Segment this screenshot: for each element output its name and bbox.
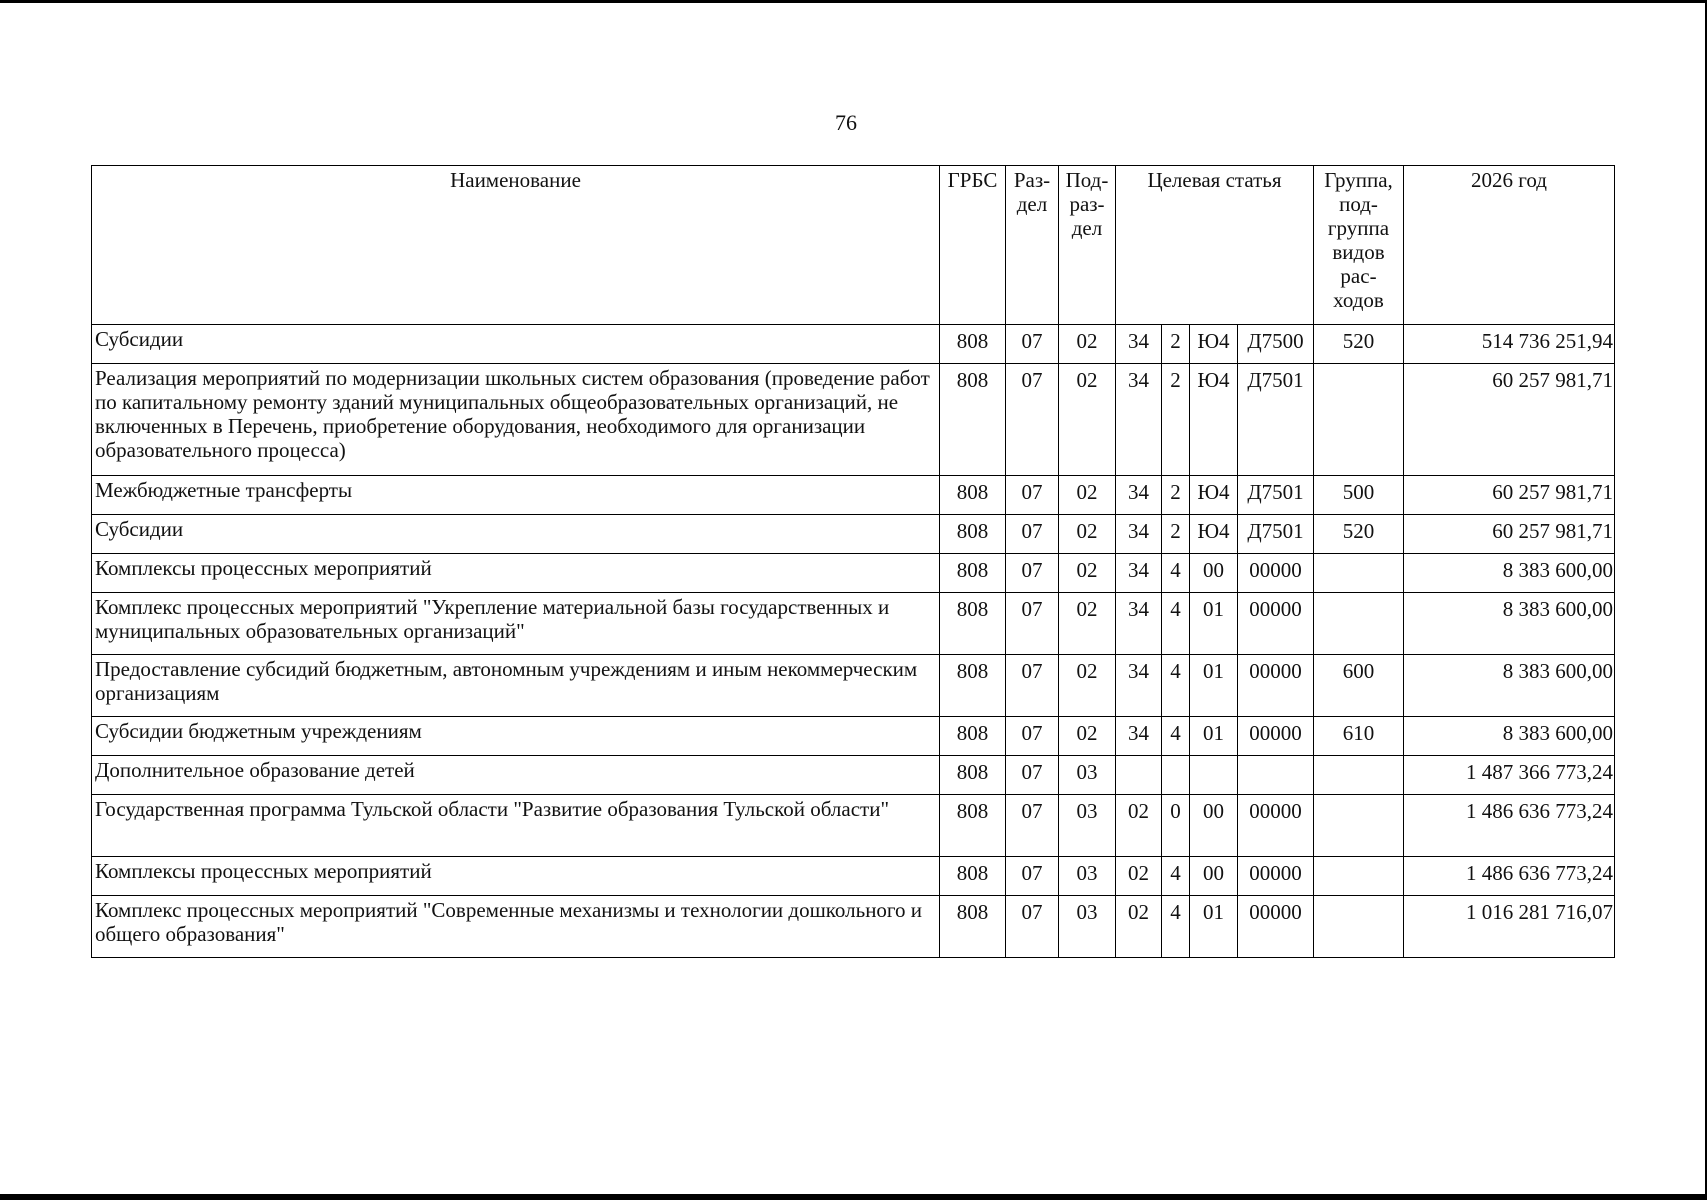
row-grbs: 808 bbox=[940, 476, 1006, 515]
row-target-direction bbox=[1238, 756, 1314, 795]
header-grbs: ГРБС bbox=[940, 166, 1006, 325]
table-row bbox=[92, 756, 1615, 795]
row-target-type: 2 bbox=[1162, 476, 1190, 515]
row-target-program: 34 bbox=[1116, 325, 1162, 364]
row-target-program: 34 bbox=[1116, 717, 1162, 756]
row-target-type: 4 bbox=[1162, 554, 1190, 593]
scan-edge-top bbox=[0, 0, 1707, 3]
row-target-type bbox=[1162, 756, 1190, 795]
row-podrazdel: 02 bbox=[1059, 717, 1116, 756]
scan-edge-bottom bbox=[0, 1194, 1707, 1200]
table-row bbox=[92, 364, 1615, 476]
row-target-project bbox=[1190, 756, 1238, 795]
row-razdel: 07 bbox=[1006, 655, 1059, 717]
row-target-type: 4 bbox=[1162, 655, 1190, 717]
row-podrazdel: 03 bbox=[1059, 756, 1116, 795]
row-amount-2026: 8 383 600,00 bbox=[1404, 717, 1615, 756]
row-grbs: 808 bbox=[940, 325, 1006, 364]
table-header-row bbox=[92, 166, 1615, 325]
row-target-program: 34 bbox=[1116, 364, 1162, 476]
row-name: Предоставление субсидий бюджетным, автономным учреждениям и иным некоммерческим организациям bbox=[92, 655, 940, 717]
row-target-type: 4 bbox=[1162, 717, 1190, 756]
row-expense-group bbox=[1314, 364, 1404, 476]
row-expense-group bbox=[1314, 756, 1404, 795]
row-razdel: 07 bbox=[1006, 756, 1059, 795]
row-target-project: 01 bbox=[1190, 655, 1238, 717]
header-name: Наименование bbox=[92, 166, 940, 325]
row-target-program: 02 bbox=[1116, 896, 1162, 958]
row-grbs: 808 bbox=[940, 364, 1006, 476]
row-target-program: 34 bbox=[1116, 515, 1162, 554]
row-razdel: 07 bbox=[1006, 896, 1059, 958]
header-group-line: группа bbox=[1327, 216, 1390, 240]
row-podrazdel: 02 bbox=[1059, 476, 1116, 515]
header-podrazdel-line: раз- bbox=[1069, 192, 1105, 216]
row-razdel: 07 bbox=[1006, 593, 1059, 655]
header-group-line: под- bbox=[1339, 192, 1378, 216]
table-row bbox=[92, 857, 1615, 896]
row-target-program: 02 bbox=[1116, 795, 1162, 857]
table-row bbox=[92, 325, 1615, 364]
row-amount-2026: 8 383 600,00 bbox=[1404, 554, 1615, 593]
row-expense-group bbox=[1314, 554, 1404, 593]
row-expense-group bbox=[1314, 857, 1404, 896]
table-row bbox=[92, 476, 1615, 515]
row-podrazdel: 02 bbox=[1059, 655, 1116, 717]
row-target-program: 34 bbox=[1116, 476, 1162, 515]
row-target-direction: 00000 bbox=[1238, 896, 1314, 958]
header-razdel-line: дел bbox=[1016, 192, 1048, 216]
row-grbs: 808 bbox=[940, 655, 1006, 717]
row-podrazdel: 02 bbox=[1059, 593, 1116, 655]
header-target-article: Целевая статья bbox=[1116, 166, 1314, 325]
table-row bbox=[92, 795, 1615, 857]
budget-table bbox=[91, 165, 1615, 958]
header-podrazdel-line: дел bbox=[1071, 216, 1103, 240]
header-group bbox=[1314, 166, 1404, 325]
row-target-type: 4 bbox=[1162, 857, 1190, 896]
row-grbs: 808 bbox=[940, 857, 1006, 896]
row-expense-group: 600 bbox=[1314, 655, 1404, 717]
row-expense-group: 520 bbox=[1314, 515, 1404, 554]
row-name: Межбюджетные трансферты bbox=[92, 476, 940, 515]
row-target-project: 00 bbox=[1190, 857, 1238, 896]
page-number: 76 bbox=[835, 110, 857, 135]
row-amount-2026: 60 257 981,71 bbox=[1404, 476, 1615, 515]
row-target-program: 34 bbox=[1116, 554, 1162, 593]
row-amount-2026: 1 487 366 773,24 bbox=[1404, 756, 1615, 795]
row-podrazdel: 03 bbox=[1059, 857, 1116, 896]
header-razdel-line: Раз- bbox=[1013, 168, 1051, 192]
row-target-project: Ю4 bbox=[1190, 325, 1238, 364]
row-target-type: 2 bbox=[1162, 364, 1190, 476]
row-razdel: 07 bbox=[1006, 364, 1059, 476]
row-target-project: 01 bbox=[1190, 896, 1238, 958]
row-podrazdel: 02 bbox=[1059, 554, 1116, 593]
row-target-direction: Д7501 bbox=[1238, 364, 1314, 476]
row-name: Комплекс процессных мероприятий "Современные механизмы и технологии дошкольного и общего образования" bbox=[92, 896, 940, 958]
table-row bbox=[92, 554, 1615, 593]
row-expense-group bbox=[1314, 896, 1404, 958]
row-name: Реализация мероприятий по модернизации школьных систем образования (проведение работ по капитальному ремонту зданий муниципальных общеобразовательных организаций, не включенных в Перечень, приобретение оборудования, необходимого для организации образовательного процесса) bbox=[92, 364, 940, 476]
row-razdel: 07 bbox=[1006, 325, 1059, 364]
row-amount-2026: 8 383 600,00 bbox=[1404, 593, 1615, 655]
row-grbs: 808 bbox=[940, 717, 1006, 756]
row-grbs: 808 bbox=[940, 896, 1006, 958]
row-target-direction: 00000 bbox=[1238, 655, 1314, 717]
row-target-project: 01 bbox=[1190, 717, 1238, 756]
table-row bbox=[92, 655, 1615, 717]
row-amount-2026: 514 736 251,94 bbox=[1404, 325, 1615, 364]
header-group-line: видов bbox=[1332, 240, 1385, 264]
row-grbs: 808 bbox=[940, 515, 1006, 554]
table-row bbox=[92, 896, 1615, 958]
row-grbs: 808 bbox=[940, 554, 1006, 593]
row-target-project: Ю4 bbox=[1190, 515, 1238, 554]
row-name: Комплексы процессных мероприятий bbox=[92, 857, 940, 896]
row-name: Субсидии bbox=[92, 325, 940, 364]
header-year: 2026 год bbox=[1404, 166, 1615, 325]
table-row bbox=[92, 593, 1615, 655]
row-amount-2026: 60 257 981,71 bbox=[1404, 515, 1615, 554]
row-name: Государственная программа Тульской области "Развитие образования Тульской области" bbox=[92, 795, 940, 857]
table-row bbox=[92, 515, 1615, 554]
row-target-direction: Д7501 bbox=[1238, 476, 1314, 515]
row-target-direction: 00000 bbox=[1238, 795, 1314, 857]
row-target-type: 2 bbox=[1162, 515, 1190, 554]
row-target-program bbox=[1116, 756, 1162, 795]
row-razdel: 07 bbox=[1006, 476, 1059, 515]
row-amount-2026: 1 486 636 773,24 bbox=[1404, 857, 1615, 896]
header-group-line: ходов bbox=[1333, 288, 1384, 312]
row-grbs: 808 bbox=[940, 756, 1006, 795]
row-expense-group: 520 bbox=[1314, 325, 1404, 364]
row-razdel: 07 bbox=[1006, 717, 1059, 756]
header-group-line: Группа, bbox=[1324, 168, 1393, 192]
header-podrazdel bbox=[1059, 166, 1116, 325]
row-target-direction: 00000 bbox=[1238, 593, 1314, 655]
row-target-type: 2 bbox=[1162, 325, 1190, 364]
row-razdel: 07 bbox=[1006, 554, 1059, 593]
row-amount-2026: 8 383 600,00 bbox=[1404, 655, 1615, 717]
row-target-type: 4 bbox=[1162, 593, 1190, 655]
row-target-project: 00 bbox=[1190, 554, 1238, 593]
row-target-program: 02 bbox=[1116, 857, 1162, 896]
row-target-project: 01 bbox=[1190, 593, 1238, 655]
header-podrazdel-line: Под- bbox=[1065, 168, 1109, 192]
row-podrazdel: 02 bbox=[1059, 515, 1116, 554]
table-body bbox=[92, 325, 1615, 958]
row-target-project: Ю4 bbox=[1190, 476, 1238, 515]
row-target-direction: 00000 bbox=[1238, 857, 1314, 896]
row-podrazdel: 02 bbox=[1059, 364, 1116, 476]
row-target-direction: 00000 bbox=[1238, 717, 1314, 756]
row-target-program: 34 bbox=[1116, 655, 1162, 717]
row-target-project: Ю4 bbox=[1190, 364, 1238, 476]
row-amount-2026: 60 257 981,71 bbox=[1404, 364, 1615, 476]
row-name: Комплекс процессных мероприятий "Укрепление материальной базы государственных и муниципальных образовательных организаций" bbox=[92, 593, 940, 655]
row-razdel: 07 bbox=[1006, 795, 1059, 857]
row-target-direction: Д7501 bbox=[1238, 515, 1314, 554]
row-podrazdel: 02 bbox=[1059, 325, 1116, 364]
row-podrazdel: 03 bbox=[1059, 896, 1116, 958]
row-grbs: 808 bbox=[940, 593, 1006, 655]
header-razdel bbox=[1006, 166, 1059, 325]
row-target-type: 4 bbox=[1162, 896, 1190, 958]
row-amount-2026: 1 486 636 773,24 bbox=[1404, 795, 1615, 857]
row-expense-group bbox=[1314, 795, 1404, 857]
row-target-direction: Д7500 bbox=[1238, 325, 1314, 364]
row-expense-group: 500 bbox=[1314, 476, 1404, 515]
row-razdel: 07 bbox=[1006, 857, 1059, 896]
table-row bbox=[92, 717, 1615, 756]
row-expense-group: 610 bbox=[1314, 717, 1404, 756]
row-target-direction: 00000 bbox=[1238, 554, 1314, 593]
row-expense-group bbox=[1314, 593, 1404, 655]
row-podrazdel: 03 bbox=[1059, 795, 1116, 857]
row-name: Субсидии bbox=[92, 515, 940, 554]
row-target-program: 34 bbox=[1116, 593, 1162, 655]
row-target-project: 00 bbox=[1190, 795, 1238, 857]
row-target-type: 0 bbox=[1162, 795, 1190, 857]
row-razdel: 07 bbox=[1006, 515, 1059, 554]
row-amount-2026: 1 016 281 716,07 bbox=[1404, 896, 1615, 958]
header-group-line: рас- bbox=[1340, 264, 1377, 288]
row-name: Субсидии бюджетным учреждениям bbox=[92, 717, 940, 756]
row-grbs: 808 bbox=[940, 795, 1006, 857]
row-name: Дополнительное образование детей bbox=[92, 756, 940, 795]
row-name: Комплексы процессных мероприятий bbox=[92, 554, 940, 593]
